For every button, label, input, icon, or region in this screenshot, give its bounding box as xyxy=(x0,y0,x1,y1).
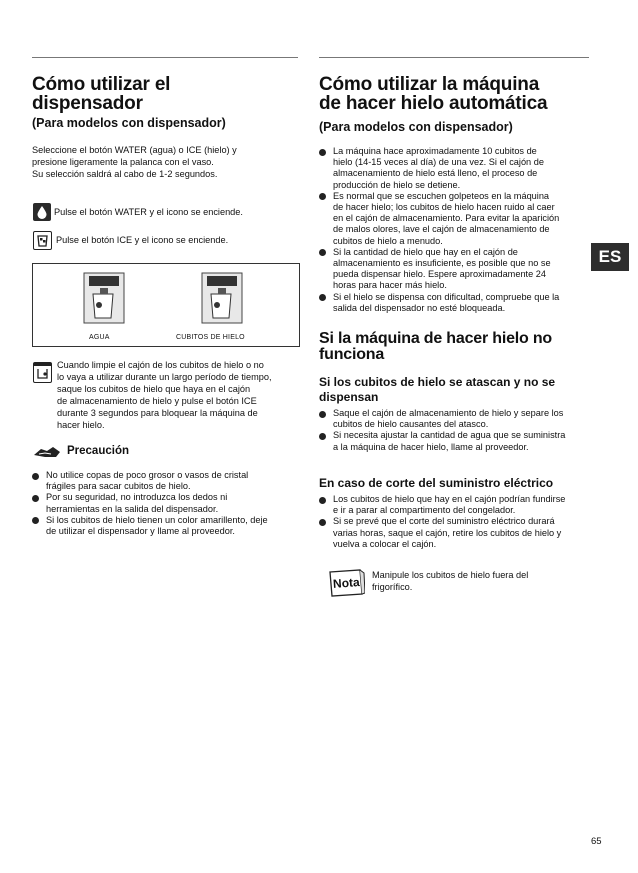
section2-item: Si necesita ajustar la cantidad de agua que se suministra a la máquina de hacer hielo, llame al proveedor. xyxy=(319,430,591,452)
caution-item: Por su seguridad, no introduzca los dedos ni herramientas en la salida del dispensador. xyxy=(32,492,302,514)
icemaker-item: Es normal que se escuchen golpeteos en la máquina de hacer hielo; los cubitos de hielo hacen ruido al caer en el cajón de almacenamiento. Para evitar la aparición de malos olores, lave el cajón de almacenamiento de cubitos de hielo a menudo. xyxy=(319,191,591,247)
icemaker-list xyxy=(319,146,591,314)
top-rule-right xyxy=(319,57,589,58)
left-subtitle: (Para modelos con dispensador) xyxy=(32,116,226,130)
left-title: Cómo utilizar el dispensador xyxy=(32,74,171,114)
nota-text: Manipule los cubitos de hielo fuera del frigorífico. xyxy=(372,570,529,592)
section2-item: Saque el cajón de almacenamiento de hielo y separe los cubitos de hielo causantes del atasco. xyxy=(319,408,591,430)
nota-label: Nota xyxy=(332,575,361,591)
section2-list xyxy=(319,408,591,453)
caution-title: Precaución xyxy=(67,445,129,457)
dispenser-figure xyxy=(32,263,300,347)
ice-instruction: Pulse el botón ICE y el icono se enciende. xyxy=(56,235,229,245)
caution-item: No utilice copas de poco grosor o vasos de cristal frágiles para sacar cubitos de hielo. xyxy=(32,470,302,492)
section3-title: En caso de corte del suministro eléctrico xyxy=(319,476,554,490)
caption-water: AGUA xyxy=(89,334,110,341)
page-number: 65 xyxy=(591,836,602,847)
top-rule-left xyxy=(32,57,298,58)
section3-item: Si se prevé que el corte del suministro eléctrico durará varias horas, saque el cajón, retire los cubitos de hielo y vuelva a colocar el cajón. xyxy=(319,516,591,550)
water-drop-icon xyxy=(33,203,51,221)
section3-list xyxy=(319,494,591,550)
section2-subtitle: Si los cubitos de hielo se atascan y no se dispensan xyxy=(319,375,556,404)
intro-text: Seleccione el botón WATER (agua) o ICE (hielo) y presione ligeramente la palanca con el vaso. Su selección saldrá al cabo de 1-2 segundos. xyxy=(32,145,237,179)
section3-item: Los cubitos de hielo que hay en el cajón podrían fundirse e ir a parar al compartimento del congelador. xyxy=(319,494,591,516)
right-title: Cómo utilizar la máquina de hacer hielo automática xyxy=(319,74,548,114)
water-instruction: Pulse el botón WATER y el icono se enciende. xyxy=(54,207,243,217)
lock-icon xyxy=(33,362,52,383)
lock-instruction: Cuando limpie el cajón de los cubitos de hielo o no lo vaya a utilizar durante un largo período de tiempo, saque los cubitos de hielo que haya en el cajón de almacenamiento de hielo y pulse el botón ICE durante 3 segundos para bloquear la máquina de hacer hielo. xyxy=(57,360,272,430)
icemaker-item: La máquina hace aproximadamente 10 cubitos de hielo (14-15 veces al día) de una vez. Si el cajón de almacenamiento de hielo está lleno, el proceso de producción de hielo se detiene. xyxy=(319,146,591,191)
icemaker-item: Si el hielo se dispensa con dificultad, compruebe que la salida del dispensador no esté bloqueada. xyxy=(319,292,591,314)
section2-title: Si la máquina de hacer hielo no funciona xyxy=(319,330,552,363)
caption-ice: CUBITOS DE HIELO xyxy=(176,334,245,341)
caution-item: Si los cubitos de hielo tienen un color amarillento, deje de utilizar el dispensador y llame al proveedor. xyxy=(32,515,302,537)
water-dispenser-illustration xyxy=(83,272,125,324)
nota-icon xyxy=(327,568,365,598)
caution-list xyxy=(32,470,302,537)
ice-dispenser-illustration xyxy=(201,272,243,324)
language-tab: ES xyxy=(591,243,629,271)
icemaker-item: Si la cantidad de hielo que hay en el cajón de almacenamiento es insuficiente, es posible que no se pueda dispensar hielo. Espere aproximadamente 24 horas para hacer más hielo. xyxy=(319,247,591,292)
right-subtitle: (Para modelos con dispensador) xyxy=(319,120,513,134)
ice-cup-icon xyxy=(33,231,52,250)
caution-hand-icon xyxy=(33,445,61,459)
